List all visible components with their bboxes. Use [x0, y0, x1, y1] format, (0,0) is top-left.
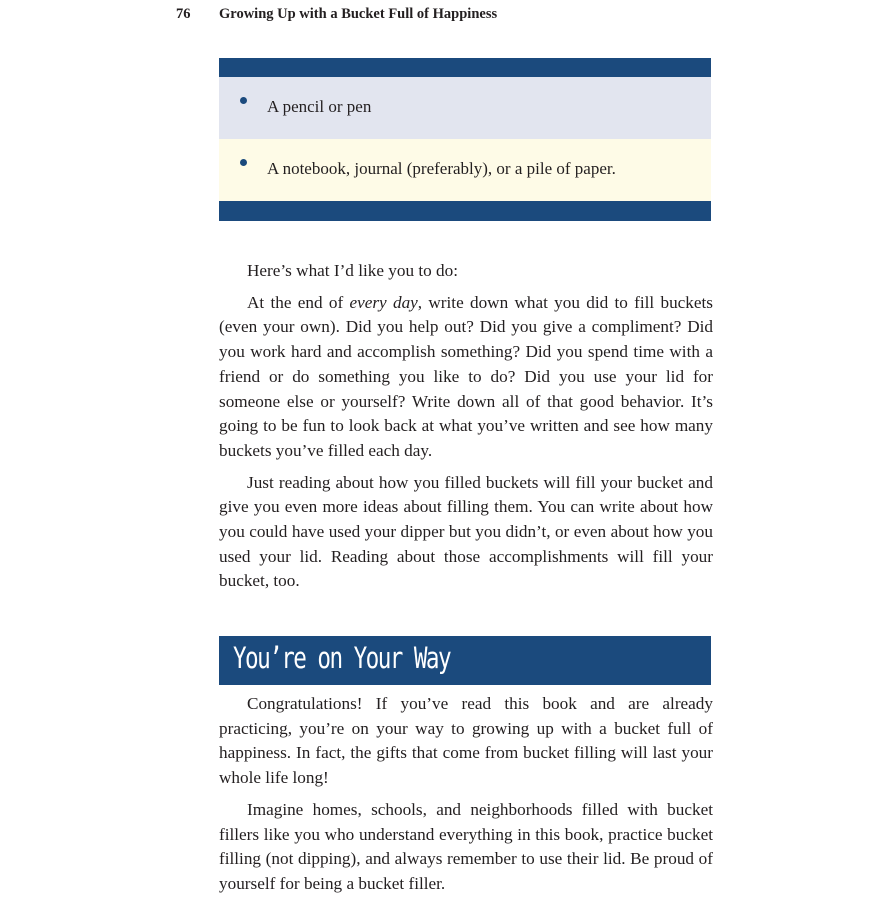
paragraph: Imagine homes, schools, and neighborhoods filled with bucket fillers like you who understand everything in this book, practice bucket filling (not dipping), and always remember to use their lid. Be proud of yourself for being a bucket filler. [219, 799, 713, 893]
book-title: Growing Up with a Bucket Full of Happiness [219, 6, 498, 22]
paragraph [219, 291, 713, 464]
section-heading: You’re on Your Way [233, 641, 451, 675]
box-top-bar [219, 58, 711, 77]
paragraph: Congratulations! If you’ve read this book and are already practicing, you’re on your way to growing up with a bucket full of happiness. In fact, the gifts that come from bucket filling will last your whole life long! [219, 694, 713, 788]
supplies-box [219, 58, 711, 221]
paragraph: Here’s what I’d like you to do: [247, 261, 458, 280]
intro-text [219, 259, 713, 594]
box-bottom-bar [219, 201, 711, 221]
section-heading-bar [219, 636, 711, 685]
bullet-icon [240, 159, 247, 166]
supply-item [219, 139, 711, 201]
page-number: 76 [176, 6, 191, 22]
paragraph: Just reading about how you filled buckets will fill your bucket and give you even more ideas about filling them. You can write about how you could have used your dipper but you didn’t, or even about how you used your lid. Reading about those accomplishments will fill your bucket, too. [219, 472, 713, 591]
supply-item-text: A notebook, journal (preferably), or a pile of paper. [267, 159, 616, 178]
bullet-icon [240, 97, 247, 104]
paragraph-text: At the end of [247, 292, 350, 312]
supply-item [219, 77, 711, 139]
section-text [219, 692, 713, 897]
paragraph-text: , write down what you did to fill buckets (even your own). Did you help out? Did you give a compliment? Did you work hard and accomplish something? Did you spend time with a friend or do something you like to do? Did you use your lid for someone else or yourself? Write down all of that good behavior. It’s going to be fun to look back at what you’ve written and see how many buckets you’ve filled each day. [219, 292, 713, 460]
supply-item-text: A pencil or pen [267, 97, 372, 116]
emphasis-text: every day [349, 292, 418, 312]
running-head [176, 6, 497, 23]
